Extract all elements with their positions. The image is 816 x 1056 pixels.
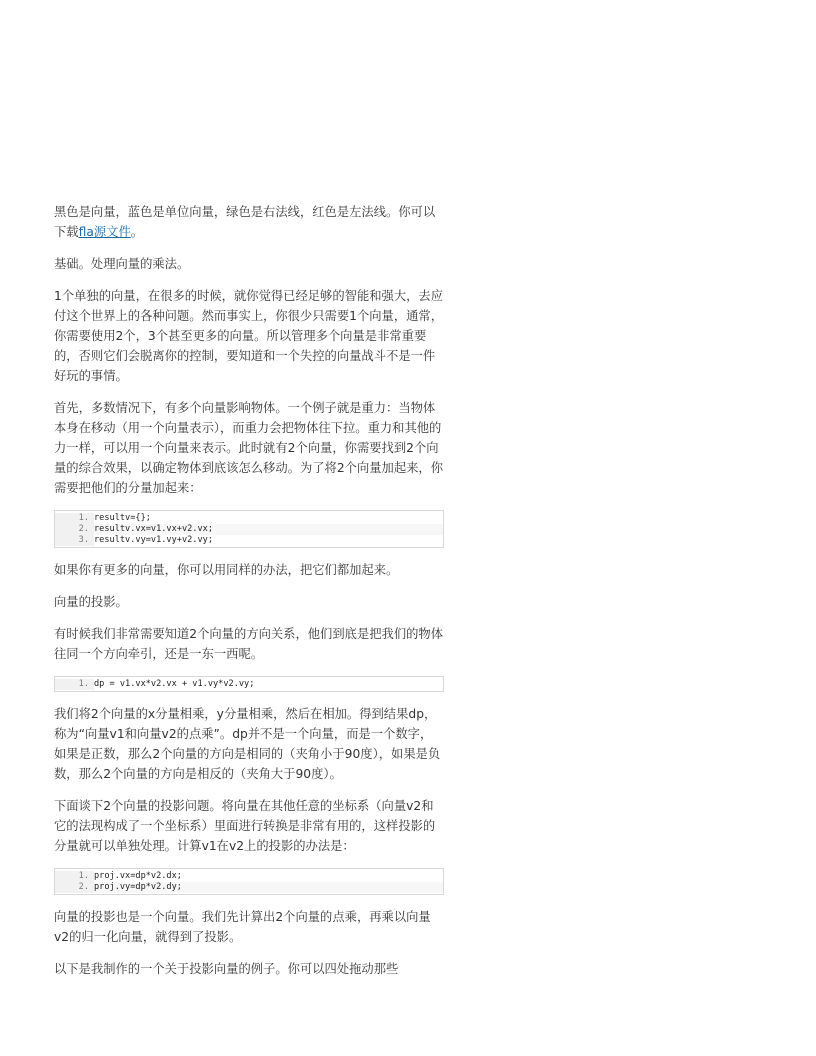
- code-text: resultv.vx=v1.vx+v2.vx;: [94, 524, 443, 535]
- paragraph-text: 。: [130, 225, 144, 239]
- paragraph-more-vectors: 如果你有更多的向量，你可以用同样的办法，把它们都加起来。: [54, 563, 399, 577]
- paragraph-adding-vectors: 首先，多数情况下，有多个向量影响物体。一个例子就是重力：当物体本身在移动（用一个向量表示），而重力会把物体往下拉。重力和其他的力一样，可以用一个向量来表示。此时就有2个向量，你需要找到2个向量的综合效果，以确定物体到底该怎么移动。为了将2个向量加起来，你需要把他们的分量加起来：: [54, 401, 444, 495]
- code-line: [55, 535, 443, 546]
- line-number: 2.: [55, 882, 94, 893]
- paragraph-direction-relation: 有时候我们非常需要知道2个向量的方向关系，他们到底是把我们的物体往同一个方向牵引，还是一东一西呢。: [54, 627, 444, 661]
- code-line: [55, 513, 443, 524]
- code-text: proj.vx=dp*v2.dx;: [94, 871, 182, 881]
- download-fla-link[interactable]: fla源文件: [78, 225, 131, 239]
- paragraph-dot-product-explanation: 我们将2个向量的x分量相乘，y分量相乘，然后在相加。得到结果dp，称为“向量v1和向量v2的点乘”。dp并不是一个向量，而是一个数字，如果是正数，那么2个向量的方向是相同的（夹角小于90度），如果是负数，那么2个向量的方向是相反的（夹角大于90度）。: [54, 707, 441, 781]
- code-line: [55, 679, 443, 690]
- paragraph-multiple-vectors: 1个单独的向量，在很多的时候，就你觉得已经足够的智能和强大，去应付这个世界上的各种问题。然而事实上，你很少只需要1个向量，通常，你需要使用2个，3个甚至更多的向量。所以管理多个向量是非常重要的，否则它们会脱离你的控制，要知道和一个失控的向量战斗不是一件好玩的事情。: [54, 289, 444, 383]
- paragraph-projection-problem: 下面谈下2个向量的投影问题。将向量在其他任意的坐标系（向量v2和它的法现构成了一个坐标系）里面进行转换是非常有用的，这样投影的分量就可以单独处理。计算v1在v2上的投影的办法是：: [54, 799, 436, 853]
- code-text: resultv={};: [94, 513, 151, 523]
- code-text: dp = v1.vx*v2.vx + v1.vy*v2.vy;: [94, 679, 255, 689]
- line-number: 1.: [55, 513, 94, 524]
- line-number: 3.: [55, 535, 94, 546]
- paragraph-intro: [54, 202, 444, 242]
- paragraph-example-intro: 以下是我制作的一个关于投影向量的例子。你可以四处拖动那些: [54, 962, 399, 976]
- code-line: [55, 871, 443, 882]
- paragraph-basics: 基础。处理向量的乘法。: [54, 257, 190, 271]
- code-block-addition: [54, 510, 444, 548]
- code-line: [55, 882, 443, 893]
- line-number: 1.: [55, 679, 94, 690]
- line-number: 2.: [55, 524, 94, 535]
- paragraph-text: 黑色是向量，蓝色是单位向量，绿色是右法线，红色是左法线。你可以下载: [54, 205, 436, 239]
- code-block-projection: [54, 868, 444, 895]
- code-block-dot-product: [54, 676, 444, 692]
- code-line: [55, 524, 443, 535]
- code-text: proj.vy=dp*v2.dy;: [94, 882, 443, 893]
- line-number: 1.: [55, 871, 94, 882]
- code-text: resultv.vy=v1.vy+v2.vy;: [94, 535, 213, 545]
- paragraph-projection-heading: 向量的投影。: [54, 595, 128, 609]
- paragraph-projection-vector: 向量的投影也是一个向量。我们先计算出2个向量的点乘，再乘以向量v2的归一化向量，就得到了投影。: [54, 910, 431, 944]
- article-body: [54, 202, 444, 979]
